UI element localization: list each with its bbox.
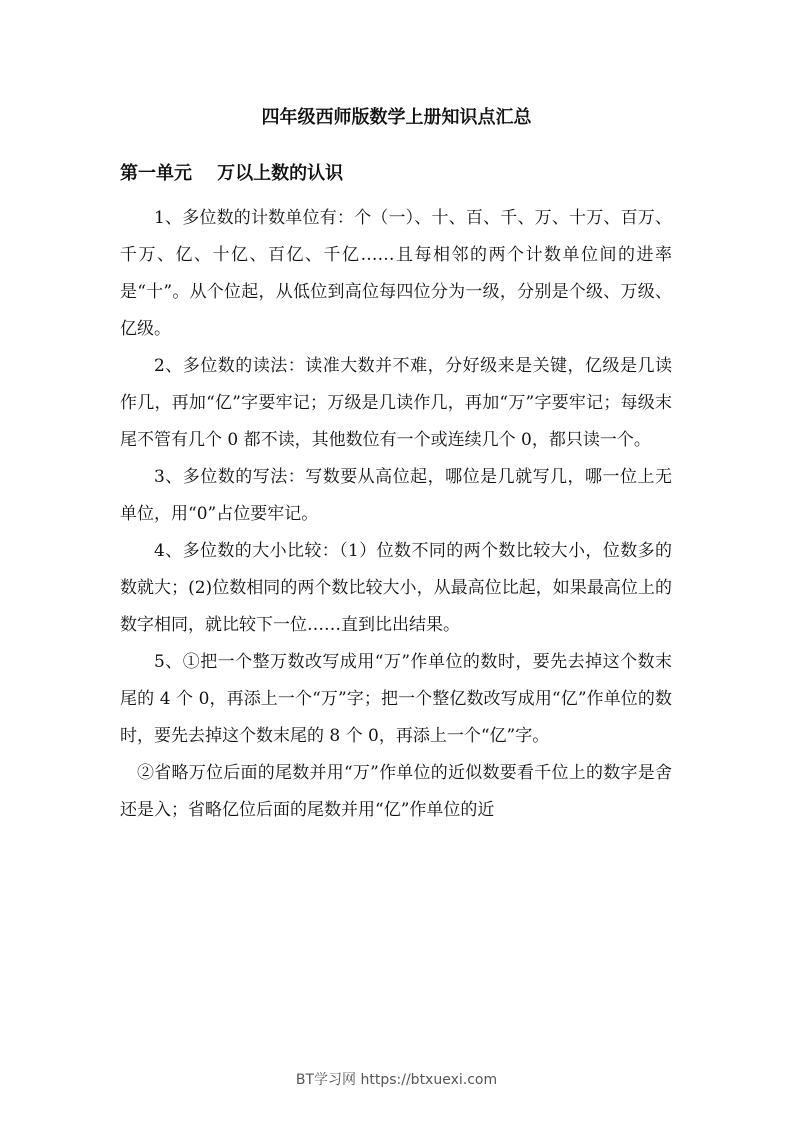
section-heading: 第一单元 万以上数的认识 [120,163,344,184]
paragraph-2: 2、多位数的读法：读准大数并不难，分好级来是关键，亿级是几读作几，再加“亿”字要牢记；万级是几读作几，再加“万”字要牢记；每级末尾不管有几个 0 都不读，其他数位有一个或连续几个 0，都只读一个。 [120,356,672,450]
document-body [120,200,672,829]
page-title: 四年级西师版数学上册知识点汇总 [261,107,532,128]
page-footer: BT学习网 https://btxuexi.com [295,1072,498,1088]
paragraph-6: ②省略万位后面的尾数并用“万”作单位的近似数要看千位上的数字是舍还是入；省略亿位后面的尾数并用“亿”作单位的近 [120,763,672,820]
paragraph-1: 1、多位数的计数单位有：个（一）、十、百、千、万、十万、百万、千万、亿、十亿、百亿、千亿……且每相邻的两个计数单位间的进率是“十”。从个位起，从低位到高位每四位分为一级，分别是个级、万级、亿级。 [120,208,672,339]
paragraph-3: 3、多位数的写法：写数要从高位起，哪位是几就写几，哪一位上无单位，用“0”占位要牢记。 [120,467,672,524]
paragraph-5: 5、①把一个整万数改写成用“万”作单位的数时，要先去掉这个数末尾的 4 个 0，再添上一个“万”字；把一个整亿数改写成用“亿”作单位的数时，要先去掉这个数末尾的 8 个 0，再添上一个“亿”字。 [120,652,672,746]
paragraph-4: 4、多位数的大小比较：（1）位数不同的两个数比较大小，位数多的数就大；(2)位数相同的两个数比较大小，从最高位比起，如果最高位上的数字相同，就比较下一位……直到比出结果。 [120,541,672,635]
